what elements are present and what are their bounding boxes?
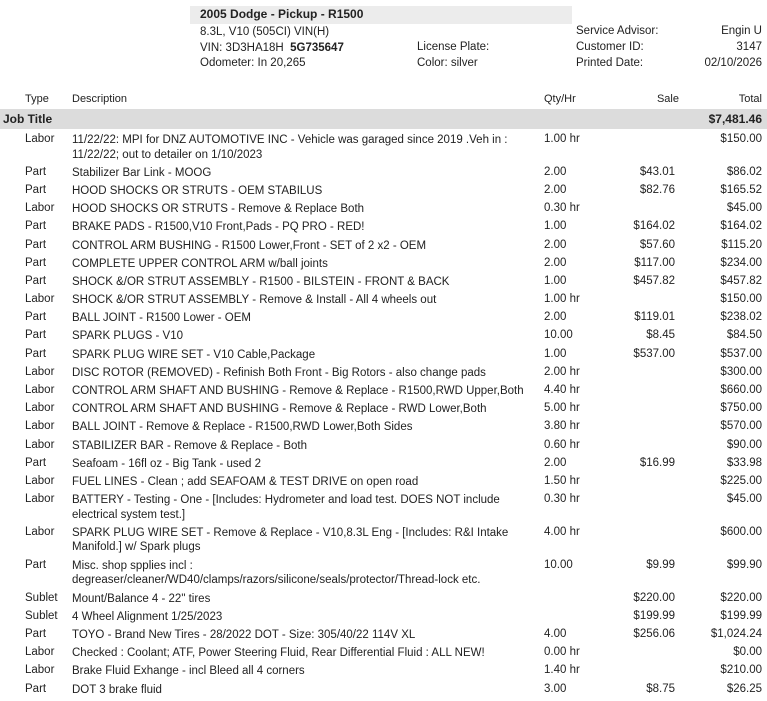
line-item-type: Part xyxy=(25,329,47,342)
line-item-qty: 1.00 xyxy=(544,274,567,287)
customer-id-value: 3147 xyxy=(736,41,762,53)
line-item-total: $457.82 xyxy=(720,274,762,287)
line-item-type: Part xyxy=(25,558,47,571)
line-item-qty: 0.60 hr xyxy=(544,438,580,451)
line-item-total: $234.00 xyxy=(720,256,762,269)
line-item-qty: 3.00 xyxy=(544,682,567,695)
advisor-label: Service Advisor: xyxy=(576,25,659,37)
line-item-row xyxy=(0,645,767,663)
line-item-type: Labor xyxy=(25,525,55,538)
line-item-description: TOYO - Brand New Tires - 28/2022 DOT - Size: 305/40/22 114V XL xyxy=(72,628,416,641)
line-item-description: Mount/Balance 4 - 22" tires xyxy=(72,592,211,605)
line-item-row xyxy=(0,274,767,292)
line-item-qty: 2.00 xyxy=(544,183,567,196)
line-item-qty: 4.00 xyxy=(544,627,567,640)
line-item-total: $0.00 xyxy=(733,646,762,659)
line-item-row xyxy=(0,525,767,558)
line-item-row xyxy=(0,591,767,609)
vin-label: VIN: 3D3HA18H xyxy=(200,42,284,54)
line-item-total: $164.02 xyxy=(720,220,762,233)
line-item-description: SPARK PLUG WIRE SET - Remove & Replace - V10,8.3L Eng - [Includes: R&I Intake Manifold.] w/ Spark plugs xyxy=(72,526,509,554)
line-item-row xyxy=(0,456,767,474)
line-item-total: $26.25 xyxy=(726,682,762,695)
line-item-type: Part xyxy=(25,311,47,324)
line-item-description: COMPLETE UPPER CONTROL ARM w/ball joints xyxy=(72,257,328,270)
vehicle-title: 2005 Dodge - Pickup - R1500 xyxy=(200,7,364,21)
line-item-sale: $57.60 xyxy=(639,238,675,251)
line-item-type: Sublet xyxy=(25,609,58,622)
line-item-total: $537.00 xyxy=(720,347,762,360)
customer-id-label: Customer ID: xyxy=(576,41,644,53)
line-item-type: Part xyxy=(25,627,47,640)
line-item-row xyxy=(0,310,767,328)
line-item-sale: $8.75 xyxy=(646,682,675,695)
line-item-qty: 2.00 hr xyxy=(544,365,580,378)
vehicle-color: Color: silver xyxy=(417,57,478,69)
line-item-sale: $164.02 xyxy=(633,220,675,233)
line-item-total: $90.00 xyxy=(726,438,762,451)
job-title-bar xyxy=(0,109,767,129)
line-item-sale: $199.99 xyxy=(633,609,675,622)
line-item-type: Part xyxy=(25,238,47,251)
line-item-sale: $82.76 xyxy=(639,183,675,196)
line-item-type: Labor xyxy=(25,293,55,306)
line-item-total: $33.98 xyxy=(726,456,762,469)
vin-bold: 5G735647 xyxy=(290,42,344,54)
line-item-type: Labor xyxy=(25,664,55,677)
line-item-type: Part xyxy=(25,165,47,178)
line-item-description: CONTROL ARM SHAFT AND BUSHING - Remove & Replace - R1500,RWD Upper,Both xyxy=(72,385,524,398)
line-item-row xyxy=(0,201,767,219)
line-item-qty: 1.00 xyxy=(544,347,567,360)
line-item-row xyxy=(0,401,767,419)
line-item-row xyxy=(0,219,767,237)
line-item-sale: $43.01 xyxy=(639,165,675,178)
line-item-total: $165.52 xyxy=(720,183,762,196)
line-item-type: Labor xyxy=(25,365,55,378)
line-item-description: Stabilizer Bar Link - MOOG xyxy=(72,166,212,179)
vehicle-vin xyxy=(200,42,344,54)
line-item-description: BALL JOINT - Remove & Replace - R1500,RWD Lower,Both Sides xyxy=(72,421,413,434)
line-item-qty: 4.40 hr xyxy=(544,384,580,397)
line-item-total: $300.00 xyxy=(720,365,762,378)
line-item-row xyxy=(0,132,767,165)
line-item-total: $570.00 xyxy=(720,420,762,433)
line-item-qty: 0.30 hr xyxy=(544,202,580,215)
line-item-total: $86.02 xyxy=(726,165,762,178)
advisor-value: Engin U xyxy=(721,25,762,37)
line-item-qty: 1.00 hr xyxy=(544,133,580,145)
col-type-header: Type xyxy=(25,93,49,105)
line-item-description: HOOD SHOCKS OR STRUTS - OEM STABILUS xyxy=(72,184,323,197)
line-item-total: $115.20 xyxy=(721,238,762,251)
line-item-type: Part xyxy=(25,682,47,695)
line-item-type: Sublet xyxy=(25,591,58,604)
printed-date-value: 02/10/2026 xyxy=(704,57,762,69)
line-item-qty: 2.00 xyxy=(544,238,567,251)
line-item-sale: $117.00 xyxy=(634,256,675,269)
line-item-row xyxy=(0,663,767,681)
line-item-description: HOOD SHOCKS OR STRUTS - Remove & Replace Both xyxy=(72,203,365,216)
job-title: Job Title xyxy=(3,112,53,126)
line-item-total: $225.00 xyxy=(720,474,762,487)
line-item-row xyxy=(0,165,767,183)
line-item-qty: 10.00 xyxy=(544,558,573,571)
line-item-qty: 10.00 xyxy=(544,329,573,342)
line-item-row xyxy=(0,682,767,700)
line-item-type: Labor xyxy=(25,402,55,415)
line-item-row xyxy=(0,383,767,401)
line-item-description: CONTROL ARM SHAFT AND BUSHING - Remove & Replace - RWD Lower,Both xyxy=(72,403,487,416)
vehicle-engine: 8.3L, V10 (505CI) VIN(H) xyxy=(200,26,330,38)
line-item-qty: 2.00 xyxy=(544,165,567,178)
line-item-row xyxy=(0,183,767,201)
line-item-description: DISC ROTOR (REMOVED) - Refinish Both Front - Big Rotors - also change pads xyxy=(72,366,486,379)
line-item-description: Misc. shop spplies incl : degreaser/cleaner/WD40/clamps/razors/silicone/seals/protector/Thread-lock etc. xyxy=(72,559,481,587)
line-item-qty: 0.30 hr xyxy=(544,493,580,506)
job-total: $7,481.46 xyxy=(708,112,762,126)
license-plate: License Plate: xyxy=(417,41,490,53)
line-item-row xyxy=(0,609,767,627)
line-item-row xyxy=(0,347,767,365)
line-item-sale: $220.00 xyxy=(633,591,675,604)
col-total-header: Total xyxy=(738,93,762,105)
line-item-qty: 4.00 hr xyxy=(544,525,580,538)
line-item-description: BRAKE PADS - R1500,V10 Front,Pads - PQ PRO - RED! xyxy=(72,221,365,234)
line-item-type: Labor xyxy=(25,438,55,451)
line-item-row xyxy=(0,438,767,456)
line-item-total: $210.00 xyxy=(720,664,762,677)
line-item-qty: 5.00 hr xyxy=(544,402,580,415)
line-item-row xyxy=(0,292,767,310)
line-item-row xyxy=(0,419,767,437)
line-item-type: Part xyxy=(25,256,47,269)
line-item-qty: 3.80 hr xyxy=(544,420,580,433)
line-item-total: $220.00 xyxy=(720,591,762,604)
line-item-description: SHOCK &/OR STRUT ASSEMBLY - R1500 - BILSTEIN - FRONT & BACK xyxy=(72,275,450,288)
line-item-sale: $457.82 xyxy=(633,274,675,287)
line-item-row xyxy=(0,474,767,492)
line-item-type: Part xyxy=(25,456,47,469)
line-item-row xyxy=(0,256,767,274)
line-item-type: Part xyxy=(25,183,47,196)
line-item-total: $150.00 xyxy=(720,133,762,145)
line-item-description: SPARK PLUGS - V10 xyxy=(72,330,183,343)
line-item-sale: $537.00 xyxy=(633,347,675,360)
line-item-description: FUEL LINES - Clean ; add SEAFOAM & TEST DRIVE on open road xyxy=(72,475,419,488)
line-item-description: Seafoam - 16fl oz - Big Tank - used 2 xyxy=(72,457,261,470)
line-item-type: Labor xyxy=(25,646,55,659)
line-item-type: Labor xyxy=(25,420,55,433)
line-item-description: DOT 3 brake fluid xyxy=(72,683,162,696)
printed-date-label: Printed Date: xyxy=(576,57,644,69)
col-description-header: Description xyxy=(72,93,128,105)
line-item-total: $45.00 xyxy=(726,493,762,506)
line-item-sale: $119.01 xyxy=(634,311,675,324)
line-item-type: Part xyxy=(25,274,47,287)
line-item-description: CONTROL ARM BUSHING - R1500 Lower,Front - SET of 2 x2 - OEM xyxy=(72,239,427,252)
line-item-row xyxy=(0,365,767,383)
line-item-total: $150.00 xyxy=(720,293,762,306)
line-item-sale: $256.06 xyxy=(633,627,675,640)
line-item-description: Brake Fluid Exhange - incl Bleed all 4 corners xyxy=(72,665,305,678)
line-item-qty: 1.40 hr xyxy=(544,664,580,677)
line-item-type: Part xyxy=(25,347,47,360)
line-item-total: $600.00 xyxy=(720,525,762,538)
line-item-qty: 0.00 hr xyxy=(544,646,580,659)
line-item-sale: $9.99 xyxy=(646,558,675,571)
line-item-description: BATTERY - Testing - One - [Includes: Hydrometer and load test. DOES NOT include electrical system test.] xyxy=(72,494,500,521)
line-item-total: $750.00 xyxy=(720,402,762,415)
col-sale-header: Sale xyxy=(656,93,679,105)
line-item-row xyxy=(0,238,767,256)
col-qty-header: Qty/Hr xyxy=(544,93,576,105)
line-item-qty: 1.00 hr xyxy=(544,293,580,306)
line-item-qty: 1.50 hr xyxy=(544,474,580,487)
line-item-qty: 1.00 xyxy=(544,220,567,233)
line-item-sale: $16.99 xyxy=(639,456,675,469)
line-item-total: $84.50 xyxy=(726,329,762,342)
line-item-total: $238.02 xyxy=(720,311,762,324)
vehicle-odometer: Odometer: In 20,265 xyxy=(200,57,306,69)
line-item-row xyxy=(0,328,767,346)
line-item-description: 11/22/22: MPI for DNZ AUTOMOTIVE INC - Vehicle was garaged since 2019 .Veh in : 11/22/22; out to detailer on 1/10/2023 xyxy=(72,134,508,161)
line-item-row xyxy=(0,627,767,645)
line-item-description: SPARK PLUG WIRE SET - V10 Cable,Package xyxy=(72,348,316,361)
line-item-type: Labor xyxy=(25,493,55,506)
line-item-total: $45.00 xyxy=(726,202,762,215)
line-item-qty: 2.00 xyxy=(544,256,567,269)
line-item-type: Labor xyxy=(25,384,55,397)
line-item-type: Labor xyxy=(25,133,55,145)
line-item-description: Checked : Coolant; ATF, Power Steering Fluid, Rear Differential Fluid : ALL NEW! xyxy=(72,647,485,660)
line-item-row xyxy=(0,492,767,525)
line-item-total: $660.00 xyxy=(720,384,762,397)
line-item-description: 4 Wheel Alignment 1/25/2023 xyxy=(72,610,223,623)
line-item-description: BALL JOINT - R1500 Lower - OEM xyxy=(72,312,251,325)
line-item-sale: $8.45 xyxy=(646,329,675,342)
line-item-description: SHOCK &/OR STRUT ASSEMBLY - Remove & Install - All 4 wheels out xyxy=(72,294,437,307)
line-item-type: Labor xyxy=(25,202,55,215)
line-items xyxy=(0,132,767,700)
line-item-total: $99.90 xyxy=(726,558,762,571)
line-item-row xyxy=(0,558,767,591)
line-item-total: $199.99 xyxy=(720,609,762,622)
line-item-qty: 2.00 xyxy=(544,456,567,469)
line-item-qty: 2.00 xyxy=(544,311,567,324)
line-item-total: $1,024.24 xyxy=(710,627,762,640)
line-item-description: STABILIZER BAR - Remove & Replace - Both xyxy=(72,439,307,452)
line-item-type: Part xyxy=(25,220,47,233)
line-item-type: Labor xyxy=(25,474,55,487)
